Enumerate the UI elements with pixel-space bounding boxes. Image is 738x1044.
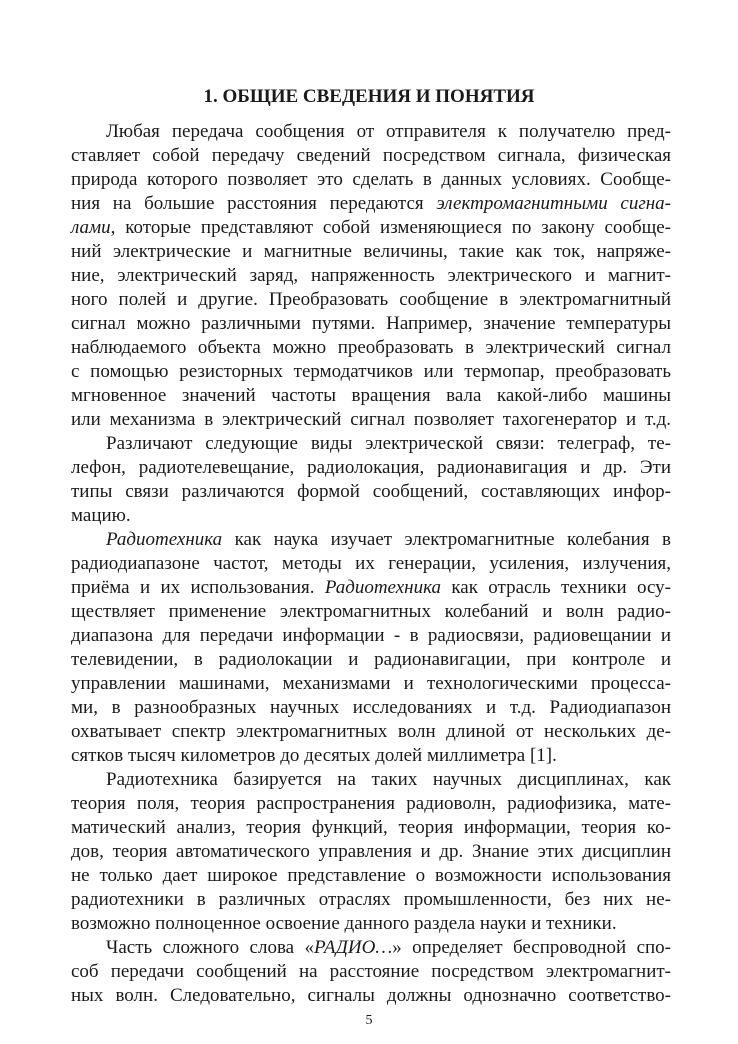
text-line: диапазона для передачи информации - в радиосвязи, радиовещании и	[71, 625, 671, 646]
section-heading: 1. ОБЩИЕ СВЕДЕНИЯ И ПОНЯТИЯ	[203, 86, 535, 107]
text-line: соб передачи сообщений на расстояние посредством электромагнит-	[71, 961, 671, 982]
text-line: ние, электрический заряд, напряженность электрического и магнит-	[71, 265, 671, 286]
text-line: типы связи различаются формой сообщений, составляющих инфор-	[71, 481, 671, 502]
italic-term: РАДИО…	[314, 937, 393, 958]
text-line: мгновенное значений частоты вращения вала какой-либо машины	[71, 385, 671, 406]
text-line: возможно полноценное освоение данного раздела науки и техники.	[71, 913, 617, 934]
text-line: природа которого позволяет это сделать в данных условиях. Сообще-	[71, 169, 671, 190]
text-line: управлении машинами, механизмами и технологическими процесса-	[71, 673, 671, 694]
text-line: с помощью резисторных термодатчиков или термопар, преобразовать	[71, 361, 671, 382]
text-line: Часть сложного слова «РАДИО…» определяет беспроводной спо-	[106, 937, 671, 958]
text-line: радиодиапазоне частот, методы их генерации, усиления, излучения,	[71, 553, 671, 574]
text-line: или механизма в электрический сигнал позволяет тахогенератор и т.д.	[71, 409, 671, 430]
text-line: охватывает спектр электромагнитных волн длиной от нескольких де-	[71, 721, 671, 742]
text-line: телевидении, в радиолокации и радионавигации, при контроле и	[71, 649, 671, 670]
text-line: ми, в разнообразных научных исследованиях и т.д. Радиодиапазон	[71, 697, 671, 718]
text-line: сятков тысяч километров до десятых долей миллиметра [1].	[71, 745, 557, 766]
italic-term: Радиотехника	[106, 529, 223, 550]
text-line: наблюдаемого объекта можно преобразовать в электрический сигнал	[71, 337, 671, 358]
text-line: Любая передача сообщения от отправителя к получателю пред-	[106, 121, 671, 142]
text-line: Радиотехника как наука изучает электромагнитные колебания в	[106, 529, 671, 550]
text-line: ния на большие расстояния передаются электромагнитными сигна-	[71, 193, 672, 214]
text-line: мацию.	[71, 505, 131, 526]
text-line: приёма и их использования. Радиотехника как отрасль техники осу-	[71, 577, 671, 598]
text-line: Различают следующие виды электрической связи: телеграф, те-	[106, 433, 671, 454]
text-line: дов, теория автоматического управления и др. Знание этих дисциплин	[71, 841, 671, 862]
text-line: сигнал можно различными путями. Например, значение температуры	[71, 313, 671, 334]
text-line: ных волн. Следовательно, сигналы должны однозначно соответство-	[71, 985, 671, 1006]
italic-term: электромагнитными сигна-	[436, 193, 672, 214]
text-line: Радиотехника базируется на таких научных дисциплинах, как	[106, 769, 671, 790]
text-line: лефон, радиотелевещание, радиолокация, радионавигация и др. Эти	[71, 457, 671, 478]
italic-term: Радиотехника	[324, 577, 442, 598]
text-line: ставляет собой передачу сведений посредством сигнала, физическая	[71, 145, 671, 166]
page-number: 5	[365, 1013, 373, 1028]
text-line: не только дает широкое представление о возможности использования	[71, 865, 671, 886]
text-line: теория поля, теория распространения радиоволн, радиофизика, мате-	[71, 793, 671, 814]
text-line: матический анализ, теория функций, теория информации, теория ко-	[71, 817, 671, 838]
text-line: ществляет применение электромагнитных колебаний и волн радио-	[71, 601, 671, 622]
text-line: радиотехники в различных отраслях промышленности, без них не-	[71, 889, 671, 910]
italic-term: лами	[71, 217, 111, 238]
text-line: ного полей и другие. Преобразовать сообщение в электромагнитный	[71, 289, 671, 310]
text-line: лами, которые представляют собой изменяющиеся по закону сообще-	[71, 217, 671, 238]
text-line: ний электрические и магнитные величины, такие как ток, напряже-	[71, 241, 671, 262]
